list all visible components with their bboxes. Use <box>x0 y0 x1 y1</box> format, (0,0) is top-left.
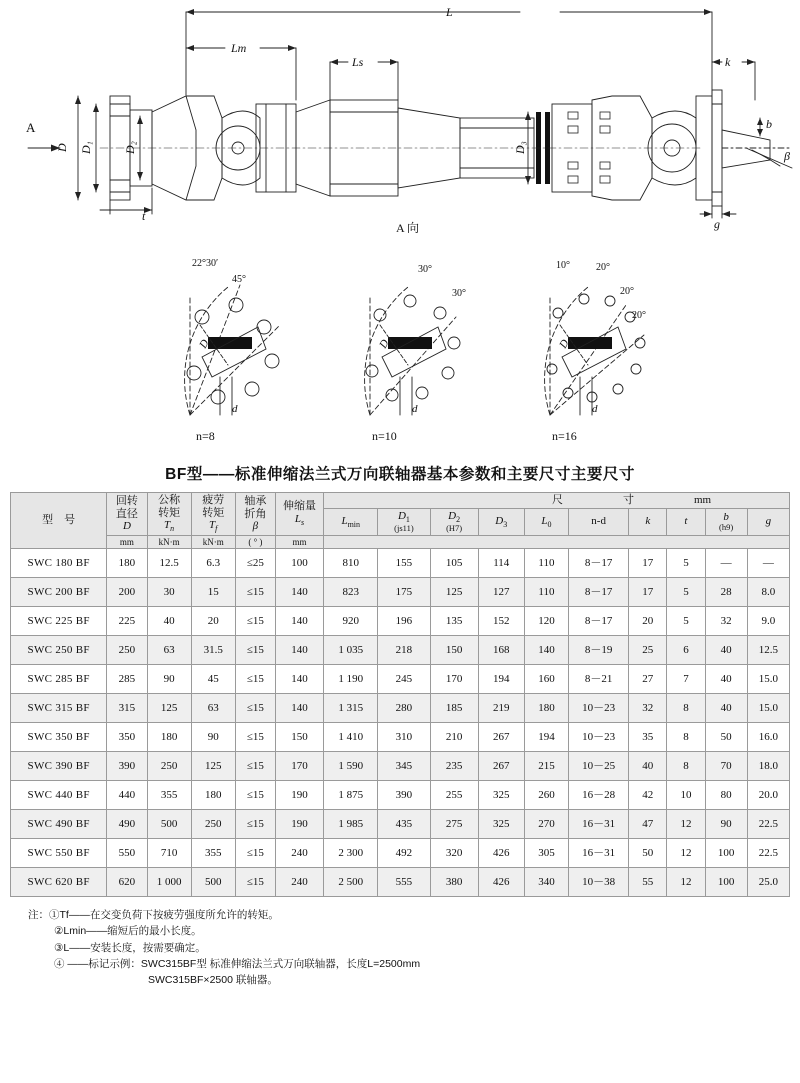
cell-Lmin: 2 300 <box>324 839 378 868</box>
cell-Lmin: 1 190 <box>324 665 378 694</box>
cell-D3: 426 <box>478 868 524 897</box>
cell-D3: 267 <box>478 752 524 781</box>
cell-Tf: 6.3 <box>191 549 235 578</box>
cell-nd: 8－17 <box>569 607 629 636</box>
table-row <box>11 868 790 897</box>
angle-22-30: 22°30′ <box>192 258 219 269</box>
cell-beta: ≤15 <box>235 839 275 868</box>
dim-label-k: k <box>725 55 731 69</box>
cell-D2: 275 <box>430 810 478 839</box>
cell-b: 90 <box>705 810 747 839</box>
cell-D2: 105 <box>430 549 478 578</box>
cell-D1: 155 <box>378 549 430 578</box>
cell-b: 100 <box>705 868 747 897</box>
cell-D: 350 <box>107 723 147 752</box>
th-dims-group <box>324 493 790 509</box>
cell-L0: 260 <box>524 781 568 810</box>
view2-D: D <box>377 337 392 351</box>
cell-b: 40 <box>705 636 747 665</box>
cell-t: 6 <box>667 636 705 665</box>
cell-D3: 267 <box>478 723 524 752</box>
cell-D: 390 <box>107 752 147 781</box>
cell-D: 490 <box>107 810 147 839</box>
th-rotate-dia <box>107 493 147 536</box>
cell-Tn: 180 <box>147 723 191 752</box>
th-stretch-l1: 伸缩量 <box>283 500 317 513</box>
cell-model: SWC 285 BF <box>11 665 107 694</box>
cell-D1: 196 <box>378 607 430 636</box>
th-D1: $D_1$ (js11) <box>378 508 430 535</box>
cell-model: SWC 390 BF <box>11 752 107 781</box>
cell-k: 47 <box>629 810 667 839</box>
th-Lmin: $L_{min}$ <box>324 508 378 535</box>
cell-model: SWC 350 BF <box>11 723 107 752</box>
cell-Ls: 190 <box>275 810 323 839</box>
th-unit-beta: ( ° ) <box>235 535 275 548</box>
cell-Ls: 190 <box>275 781 323 810</box>
cell-D3: 168 <box>478 636 524 665</box>
th-stretch-sym: $L_s$ <box>294 513 305 528</box>
table-row <box>11 810 790 839</box>
cell-model: SWC 440 BF <box>11 781 107 810</box>
cell-model: SWC 490 BF <box>11 810 107 839</box>
th-rotate-dia-l1: 回转 <box>115 494 138 507</box>
cell-k: 40 <box>629 752 667 781</box>
view3-D: D <box>557 337 572 351</box>
cell-k: 27 <box>629 665 667 694</box>
cell-D2: 170 <box>430 665 478 694</box>
cell-L0: 305 <box>524 839 568 868</box>
cell-L0: 194 <box>524 723 568 752</box>
notes-label: 注： <box>28 909 49 922</box>
note-1: ①Tf——在交变负荷下按疲劳强度所允许的转矩。 <box>49 909 279 922</box>
cell-D2: 380 <box>430 868 478 897</box>
dim-label-g: g <box>714 217 720 231</box>
table-row <box>11 694 790 723</box>
th-unit-spacer <box>324 535 790 548</box>
angle-30b: 30° <box>452 288 466 299</box>
th-unit-D: mm <box>107 535 147 548</box>
cell-b: 70 <box>705 752 747 781</box>
cell-beta: ≤15 <box>235 810 275 839</box>
cell-Lmin: 823 <box>324 578 378 607</box>
cell-t: 12 <box>667 810 705 839</box>
cell-D: 200 <box>107 578 147 607</box>
table-row <box>11 781 790 810</box>
cell-D: 285 <box>107 665 147 694</box>
note-2: ②Lmin——缩短后的最小长度。 <box>54 925 202 938</box>
cell-D: 180 <box>107 549 147 578</box>
cell-Ls: 140 <box>275 578 323 607</box>
cell-beta: ≤15 <box>235 752 275 781</box>
cell-Tf: 15 <box>191 578 235 607</box>
cell-Ls: 170 <box>275 752 323 781</box>
cell-t: 8 <box>667 694 705 723</box>
th-nominal-l2: 转矩 <box>158 506 181 519</box>
notes-label-row <box>28 907 790 923</box>
cell-g: 22.5 <box>747 839 789 868</box>
cell-b: 40 <box>705 694 747 723</box>
cell-Ls: 100 <box>275 549 323 578</box>
angle-10: 10° <box>556 260 570 271</box>
cell-D3: 114 <box>478 549 524 578</box>
th-b: b (h9) <box>705 508 747 535</box>
cell-Lmin: 810 <box>324 549 378 578</box>
cell-D: 315 <box>107 694 147 723</box>
cell-k: 25 <box>629 636 667 665</box>
dim-label-b: b <box>766 117 772 131</box>
th-g: g <box>747 508 789 535</box>
angle-20b: 20° <box>620 286 634 297</box>
cell-b: 100 <box>705 839 747 868</box>
cell-t: 8 <box>667 752 705 781</box>
cell-nd: 10－25 <box>569 752 629 781</box>
cell-Lmin: 1 035 <box>324 636 378 665</box>
cell-Lmin: 1 875 <box>324 781 378 810</box>
cell-t: 12 <box>667 868 705 897</box>
cell-L0: 160 <box>524 665 568 694</box>
cell-g: 22.5 <box>747 810 789 839</box>
cell-Tn: 1 000 <box>147 868 191 897</box>
cell-nd: 8－17 <box>569 578 629 607</box>
cell-D1: 345 <box>378 752 430 781</box>
cell-b: 32 <box>705 607 747 636</box>
th-bearing-l2: 折角 <box>244 507 267 520</box>
spec-table-body <box>11 549 790 897</box>
cell-Tf: 355 <box>191 839 235 868</box>
view-A-direction: A 向 <box>396 221 420 235</box>
table-row <box>11 723 790 752</box>
th-unit-Tn: kN·m <box>147 535 191 548</box>
th-rotate-dia-l2: 直径 <box>115 507 138 520</box>
th-model: 型 号 <box>11 493 107 549</box>
cell-Lmin: 920 <box>324 607 378 636</box>
cell-Tf: 500 <box>191 868 235 897</box>
cell-Tf: 20 <box>191 607 235 636</box>
cell-nd: 10－23 <box>569 694 629 723</box>
th-fatigue-sym: $T_f$ <box>209 519 218 534</box>
cell-D3: 325 <box>478 781 524 810</box>
cell-D2: 320 <box>430 839 478 868</box>
cell-D3: 426 <box>478 839 524 868</box>
cell-Lmin: 1 590 <box>324 752 378 781</box>
cell-nd: 16－31 <box>569 839 629 868</box>
th-nominal-l1: 公称 <box>158 494 181 507</box>
th-stretch <box>275 493 323 536</box>
cell-beta: ≤15 <box>235 781 275 810</box>
dim-label-D3: D₃ <box>513 141 527 154</box>
angle-45: 45° <box>232 274 246 285</box>
cell-beta: ≤25 <box>235 549 275 578</box>
note-3: ③L——安装长度，按需要确定。 <box>54 941 206 954</box>
cell-b: 28 <box>705 578 747 607</box>
cell-Tn: 63 <box>147 636 191 665</box>
cell-nd: 16－31 <box>569 810 629 839</box>
view2-d: d <box>412 403 418 415</box>
view1-d: d <box>232 403 238 415</box>
cell-Tn: 12.5 <box>147 549 191 578</box>
cell-D: 250 <box>107 636 147 665</box>
cell-g: 9.0 <box>747 607 789 636</box>
cell-Tn: 40 <box>147 607 191 636</box>
cell-D1: 435 <box>378 810 430 839</box>
cell-t: 7 <box>667 665 705 694</box>
cell-nd: 10－38 <box>569 868 629 897</box>
th-fatigue-torque <box>191 493 235 536</box>
angle-20c: 20° <box>632 310 646 321</box>
cell-Ls: 140 <box>275 694 323 723</box>
dim-label-beta: β <box>784 149 790 163</box>
spec-table-wrap <box>0 492 800 897</box>
cell-Tf: 31.5 <box>191 636 235 665</box>
cell-D3: 127 <box>478 578 524 607</box>
cell-beta: ≤15 <box>235 665 275 694</box>
cell-Ls: 150 <box>275 723 323 752</box>
th-nominal-sym: $T_n$ <box>164 519 175 534</box>
cell-t: 5 <box>667 607 705 636</box>
th-L0: $L_0$ <box>524 508 568 535</box>
cell-Ls: 240 <box>275 839 323 868</box>
cell-D2: 150 <box>430 636 478 665</box>
cell-t: 5 <box>667 549 705 578</box>
view3-d: d <box>592 403 598 415</box>
cell-D1: 175 <box>378 578 430 607</box>
th-bearing-angle <box>235 493 275 536</box>
cell-D: 620 <box>107 868 147 897</box>
cell-Tn: 710 <box>147 839 191 868</box>
angle-20a: 20° <box>596 262 610 273</box>
table-header-row-1 <box>11 493 790 509</box>
cell-k: 50 <box>629 839 667 868</box>
cell-Tn: 250 <box>147 752 191 781</box>
cell-D3: 325 <box>478 810 524 839</box>
table-row <box>11 752 790 781</box>
table-row <box>11 607 790 636</box>
cell-Tn: 355 <box>147 781 191 810</box>
table-row <box>11 839 790 868</box>
cell-t: 10 <box>667 781 705 810</box>
cell-D3: 152 <box>478 607 524 636</box>
cell-k: 32 <box>629 694 667 723</box>
cell-model: SWC 550 BF <box>11 839 107 868</box>
cell-D1: 492 <box>378 839 430 868</box>
view-arrow-A: A <box>26 120 36 135</box>
cell-D: 550 <box>107 839 147 868</box>
cell-Lmin: 1 315 <box>324 694 378 723</box>
cell-b: 50 <box>705 723 747 752</box>
cell-Tn: 125 <box>147 694 191 723</box>
dim-label-L: L <box>446 5 453 19</box>
cell-L0: 215 <box>524 752 568 781</box>
page-title: BF型——标准伸缩法兰式万向联轴器基本参数和主要尺寸主要尺寸 <box>165 466 635 483</box>
cell-D: 225 <box>107 607 147 636</box>
cell-g: 15.0 <box>747 665 789 694</box>
cell-D3: 194 <box>478 665 524 694</box>
table-row <box>11 665 790 694</box>
table-row <box>11 549 790 578</box>
cell-Lmin: 1 985 <box>324 810 378 839</box>
cell-k: 35 <box>629 723 667 752</box>
cell-b: 80 <box>705 781 747 810</box>
cell-D: 440 <box>107 781 147 810</box>
cell-L0: 180 <box>524 694 568 723</box>
cell-k: 42 <box>629 781 667 810</box>
cell-beta: ≤15 <box>235 636 275 665</box>
cell-Tf: 90 <box>191 723 235 752</box>
view2-name: n=10 <box>372 429 397 443</box>
cell-k: 17 <box>629 549 667 578</box>
cell-g: 8.0 <box>747 578 789 607</box>
note-4: ④ ——标记示例：SWC315BF型 标准伸缩法兰式万向联轴器，长度L=2500mm <box>54 957 421 970</box>
dim-label-t: t <box>142 209 146 223</box>
cell-Ls: 140 <box>275 665 323 694</box>
cell-Ls: 140 <box>275 607 323 636</box>
th-bearing-l1: 轴承 <box>244 494 267 507</box>
cell-g: 12.5 <box>747 636 789 665</box>
cell-beta: ≤15 <box>235 868 275 897</box>
cell-D1: 555 <box>378 868 430 897</box>
dim-label-D: D <box>55 143 69 152</box>
cell-L0: 270 <box>524 810 568 839</box>
cell-D1: 390 <box>378 781 430 810</box>
cell-t: 8 <box>667 723 705 752</box>
cell-Tf: 45 <box>191 665 235 694</box>
th-nominal-torque <box>147 493 191 536</box>
cell-g: 15.0 <box>747 694 789 723</box>
view1-name: n=8 <box>196 429 215 443</box>
cell-b: 40 <box>705 665 747 694</box>
cell-t: 5 <box>667 578 705 607</box>
cell-D2: 185 <box>430 694 478 723</box>
cell-Ls: 140 <box>275 636 323 665</box>
technical-drawing <box>0 0 800 460</box>
cell-Tn: 90 <box>147 665 191 694</box>
cell-beta: ≤15 <box>235 723 275 752</box>
cell-k: 55 <box>629 868 667 897</box>
cell-D1: 310 <box>378 723 430 752</box>
th-D2: $D_2$ (H7) <box>430 508 478 535</box>
cell-g: 20.0 <box>747 781 789 810</box>
cell-g: — <box>747 549 789 578</box>
cell-g: 18.0 <box>747 752 789 781</box>
cell-beta: ≤15 <box>235 694 275 723</box>
th-unit-Tf: kN·m <box>191 535 235 548</box>
cell-Tf: 125 <box>191 752 235 781</box>
cell-nd: 8－19 <box>569 636 629 665</box>
cell-nd: 8－17 <box>569 549 629 578</box>
cell-beta: ≤15 <box>235 607 275 636</box>
th-fatigue-l2: 转矩 <box>202 506 225 519</box>
cell-model: SWC 315 BF <box>11 694 107 723</box>
cell-model: SWC 200 BF <box>11 578 107 607</box>
cell-b: — <box>705 549 747 578</box>
th-D3: $D_3$ <box>478 508 524 535</box>
cell-D1: 218 <box>378 636 430 665</box>
cell-Tf: 63 <box>191 694 235 723</box>
cell-nd: 10－23 <box>569 723 629 752</box>
cell-Tf: 180 <box>191 781 235 810</box>
cell-Ls: 240 <box>275 868 323 897</box>
spec-table <box>10 492 790 897</box>
cell-model: SWC 620 BF <box>11 868 107 897</box>
cell-D1: 245 <box>378 665 430 694</box>
cell-L0: 340 <box>524 868 568 897</box>
notes-block <box>0 907 800 988</box>
cell-t: 12 <box>667 839 705 868</box>
view3-name: n=16 <box>552 429 577 443</box>
cell-L0: 110 <box>524 578 568 607</box>
th-nd: n-d <box>569 508 629 535</box>
th-unit-Ls: mm <box>275 535 323 548</box>
th-rotate-dia-sym: D <box>122 520 131 533</box>
cell-g: 16.0 <box>747 723 789 752</box>
cell-nd: 8－21 <box>569 665 629 694</box>
table-header-row-3 <box>11 535 790 548</box>
cell-L0: 120 <box>524 607 568 636</box>
cell-D3: 219 <box>478 694 524 723</box>
cell-beta: ≤15 <box>235 578 275 607</box>
cell-Tn: 500 <box>147 810 191 839</box>
view1-D: D <box>197 337 212 351</box>
dim-label-Lm: Lm <box>231 41 247 55</box>
cell-D2: 255 <box>430 781 478 810</box>
cell-k: 20 <box>629 607 667 636</box>
note-4-line2: SWC315BF×2500 联轴器。 <box>148 974 278 987</box>
th-k: k <box>629 508 667 535</box>
dim-label-D1: D₁ <box>79 141 93 154</box>
cell-L0: 110 <box>524 549 568 578</box>
cell-model: SWC 225 BF <box>11 607 107 636</box>
cell-model: SWC 180 BF <box>11 549 107 578</box>
cell-nd: 16－28 <box>569 781 629 810</box>
table-row <box>11 636 790 665</box>
table-row <box>11 578 790 607</box>
th-dims-unit: mm <box>694 494 712 506</box>
th-bearing-sym: β <box>252 520 259 533</box>
dim-label-D2: D₂ <box>123 141 137 154</box>
cell-D1: 280 <box>378 694 430 723</box>
cell-L0: 140 <box>524 636 568 665</box>
th-t: t <box>667 508 705 535</box>
cell-Tn: 30 <box>147 578 191 607</box>
angle-30a: 30° <box>418 264 432 275</box>
cell-D2: 235 <box>430 752 478 781</box>
th-dims-chi2: 寸 <box>623 494 634 506</box>
cell-Tf: 250 <box>191 810 235 839</box>
cell-Lmin: 2 500 <box>324 868 378 897</box>
cell-D2: 210 <box>430 723 478 752</box>
cell-D2: 125 <box>430 578 478 607</box>
cell-Lmin: 1 410 <box>324 723 378 752</box>
cell-k: 17 <box>629 578 667 607</box>
th-fatigue-l1: 疲劳 <box>202 494 225 507</box>
cell-D2: 135 <box>430 607 478 636</box>
th-dims-chi1: 尺 <box>552 494 623 506</box>
cell-model: SWC 250 BF <box>11 636 107 665</box>
dim-label-Ls: Ls <box>352 55 364 69</box>
cell-g: 25.0 <box>747 868 789 897</box>
